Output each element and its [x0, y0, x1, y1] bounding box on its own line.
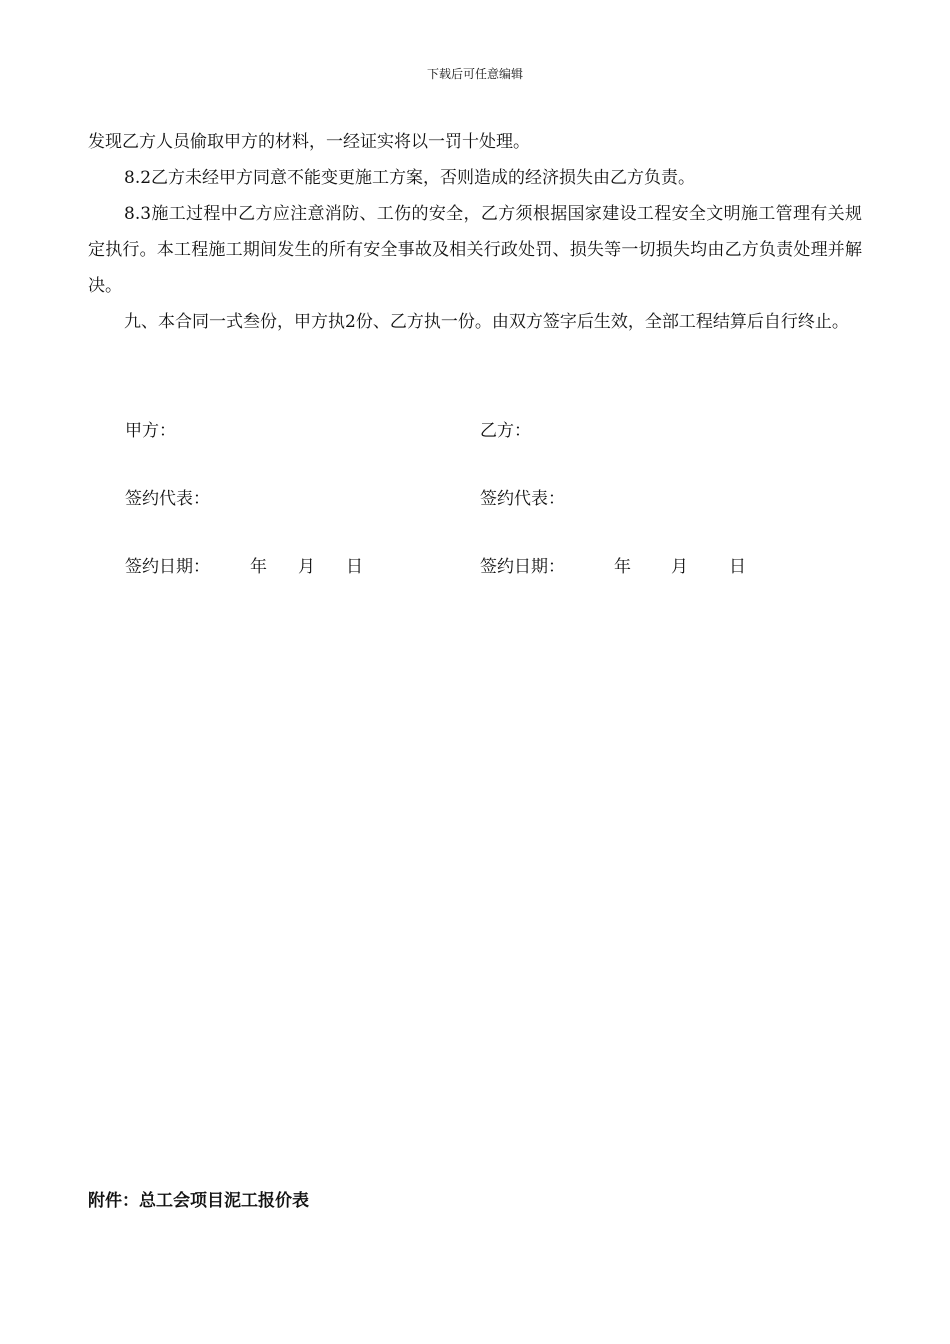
paragraph-continuation: 发现乙方人员偷取甲方的材料，一经证实将以一罚十处理。 — [88, 132, 530, 152]
clause-9: 九、本合同一式叁份，甲方执2份、乙方执一份。由双方签字后生效，全部工程结算后自行终止。 — [124, 312, 849, 332]
party-b-date-year: 年 — [614, 557, 631, 577]
party-a-date-day: 日 — [346, 557, 363, 577]
party-a-label: 甲方： — [125, 421, 176, 441]
party-a-representative-label: 签约代表： — [125, 489, 210, 509]
party-a-date-label: 签约日期： — [125, 557, 210, 577]
party-b-label: 乙方： — [480, 421, 531, 441]
clause-8-3: 8.3施工过程中乙方应注意消防、工伤的安全，乙方须根据国家建设工程安全文明施工管理有关规定执行。本工程施工期间发生的所有安全事故及相关行政处罚、损失等一切损失均由乙方负责处理并解决。 — [88, 204, 862, 296]
party-a-date-year: 年 — [250, 557, 267, 577]
party-b-date-day: 日 — [729, 557, 746, 577]
page-header: 下载后可任意编辑 — [426, 67, 523, 81]
party-a-date-month: 月 — [298, 557, 315, 577]
party-b-date-month: 月 — [671, 557, 688, 577]
contract-body — [88, 124, 862, 340]
party-b-representative-label: 签约代表： — [480, 489, 565, 509]
clause-8-2: 8.2乙方未经甲方同意不能变更施工方案，否则造成的经济损失由乙方负责。 — [124, 168, 696, 188]
party-b-date-label: 签约日期： — [480, 557, 565, 577]
attachment-title: 附件：总工会项目泥工报价表 — [88, 1191, 309, 1211]
